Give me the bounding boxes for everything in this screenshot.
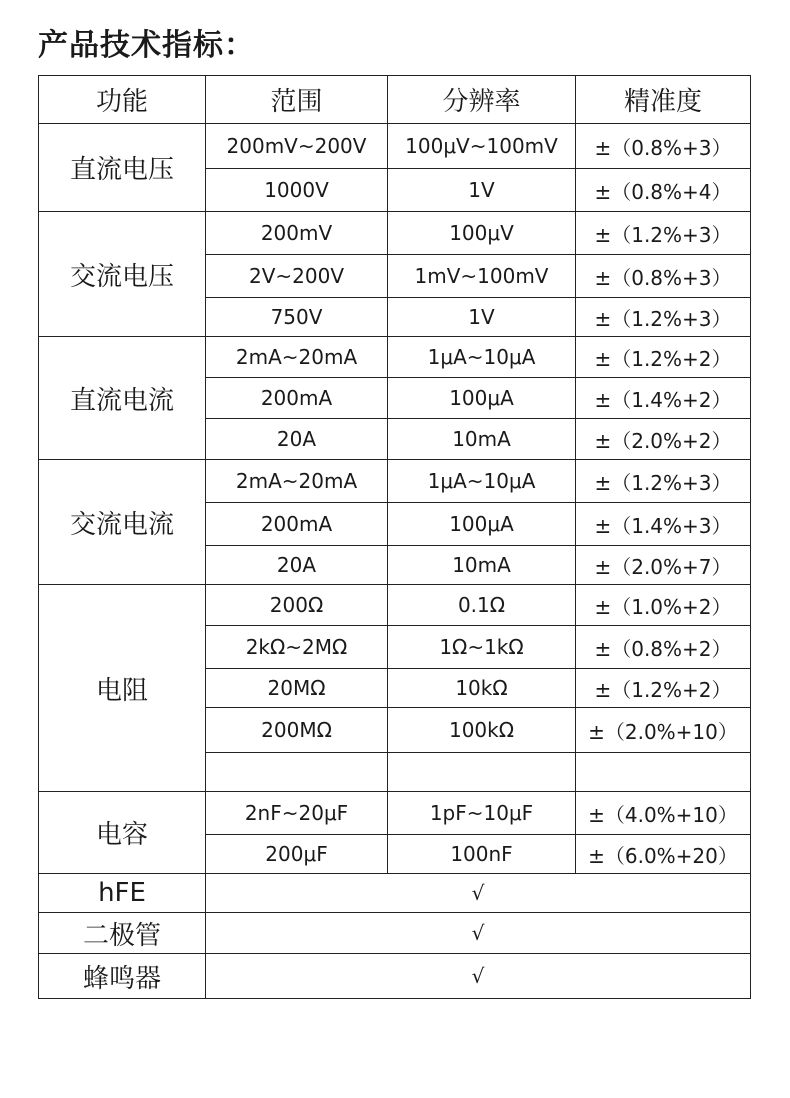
- page-title: 产品技术指标：: [38, 28, 255, 63]
- function-hfe: hFE: [39, 874, 206, 913]
- resolution-cell: 0.1Ω: [388, 585, 576, 626]
- accuracy-cell: ±（2.0%+7）: [576, 546, 751, 585]
- accuracy-cell: ±（0.8%+2）: [576, 626, 751, 669]
- resolution-cell: [388, 753, 576, 792]
- range-cell: 20A: [206, 419, 388, 460]
- table-row: [39, 585, 751, 626]
- table-row: [39, 792, 751, 835]
- range-cell: 200mV~200V: [206, 124, 388, 169]
- accuracy-cell: ±（1.2%+2）: [576, 669, 751, 708]
- resolution-cell: 10kΩ: [388, 669, 576, 708]
- function-dc-voltage: 直流电压: [39, 124, 206, 212]
- range-cell: 200MΩ: [206, 708, 388, 753]
- resolution-cell: 1μA~10μA: [388, 337, 576, 378]
- spec-table: [38, 75, 751, 999]
- check-mark: √: [206, 954, 751, 999]
- header-row: [39, 76, 751, 124]
- resolution-cell: 10mA: [388, 419, 576, 460]
- resolution-cell: 100μA: [388, 378, 576, 419]
- accuracy-cell: ±（1.2%+3）: [576, 212, 751, 255]
- resolution-cell: 1pF~10μF: [388, 792, 576, 835]
- range-cell: 200μF: [206, 835, 388, 874]
- function-resistance: 电阻: [39, 585, 206, 792]
- range-cell: 2V~200V: [206, 255, 388, 298]
- table-row: [39, 460, 751, 503]
- accuracy-cell: [576, 753, 751, 792]
- range-cell: [206, 753, 388, 792]
- range-cell: 2kΩ~2MΩ: [206, 626, 388, 669]
- resolution-cell: 1mV~100mV: [388, 255, 576, 298]
- accuracy-cell: ±（0.8%+3）: [576, 255, 751, 298]
- header-range: 范围: [206, 76, 388, 124]
- accuracy-cell: ±（1.4%+3）: [576, 503, 751, 546]
- range-cell: 1000V: [206, 169, 388, 212]
- check-mark: √: [206, 874, 751, 913]
- resolution-cell: 100nF: [388, 835, 576, 874]
- resolution-cell: 100μV~100mV: [388, 124, 576, 169]
- accuracy-cell: ±（1.4%+2）: [576, 378, 751, 419]
- resolution-cell: 1V: [388, 169, 576, 212]
- function-capacitance: 电容: [39, 792, 206, 874]
- range-cell: 200mA: [206, 503, 388, 546]
- accuracy-cell: ±（4.0%+10）: [576, 792, 751, 835]
- range-cell: 2mA~20mA: [206, 460, 388, 503]
- function-buzzer: 蜂鸣器: [39, 954, 206, 999]
- resolution-cell: 100kΩ: [388, 708, 576, 753]
- accuracy-cell: ±（0.8%+3）: [576, 124, 751, 169]
- header-accuracy: 精准度: [576, 76, 751, 124]
- table-row: [39, 337, 751, 378]
- resolution-cell: 1V: [388, 298, 576, 337]
- accuracy-cell: ±（2.0%+2）: [576, 419, 751, 460]
- function-dc-current: 直流电流: [39, 337, 206, 460]
- accuracy-cell: ±（1.2%+3）: [576, 298, 751, 337]
- range-cell: 2nF~20μF: [206, 792, 388, 835]
- function-ac-voltage: 交流电压: [39, 212, 206, 337]
- accuracy-cell: ±（1.0%+2）: [576, 585, 751, 626]
- accuracy-cell: ±（2.0%+10）: [576, 708, 751, 753]
- table-row: [39, 212, 751, 255]
- resolution-cell: 1Ω~1kΩ: [388, 626, 576, 669]
- header-resolution: 分辨率: [388, 76, 576, 124]
- header-function: 功能: [39, 76, 206, 124]
- resolution-cell: 10mA: [388, 546, 576, 585]
- accuracy-cell: ±（1.2%+3）: [576, 460, 751, 503]
- range-cell: 20A: [206, 546, 388, 585]
- resolution-cell: 1μA~10μA: [388, 460, 576, 503]
- resolution-cell: 100μA: [388, 503, 576, 546]
- resolution-cell: 100μV: [388, 212, 576, 255]
- table-row: [39, 954, 751, 999]
- range-cell: 2mA~20mA: [206, 337, 388, 378]
- check-mark: √: [206, 913, 751, 954]
- range-cell: 750V: [206, 298, 388, 337]
- table-row: [39, 874, 751, 913]
- table-row: [39, 124, 751, 169]
- accuracy-cell: ±（6.0%+20）: [576, 835, 751, 874]
- range-cell: 20MΩ: [206, 669, 388, 708]
- accuracy-cell: ±（0.8%+4）: [576, 169, 751, 212]
- range-cell: 200Ω: [206, 585, 388, 626]
- accuracy-cell: ±（1.2%+2）: [576, 337, 751, 378]
- range-cell: 200mA: [206, 378, 388, 419]
- table-row: [39, 913, 751, 954]
- range-cell: 200mV: [206, 212, 388, 255]
- function-diode: 二极管: [39, 913, 206, 954]
- function-ac-current: 交流电流: [39, 460, 206, 585]
